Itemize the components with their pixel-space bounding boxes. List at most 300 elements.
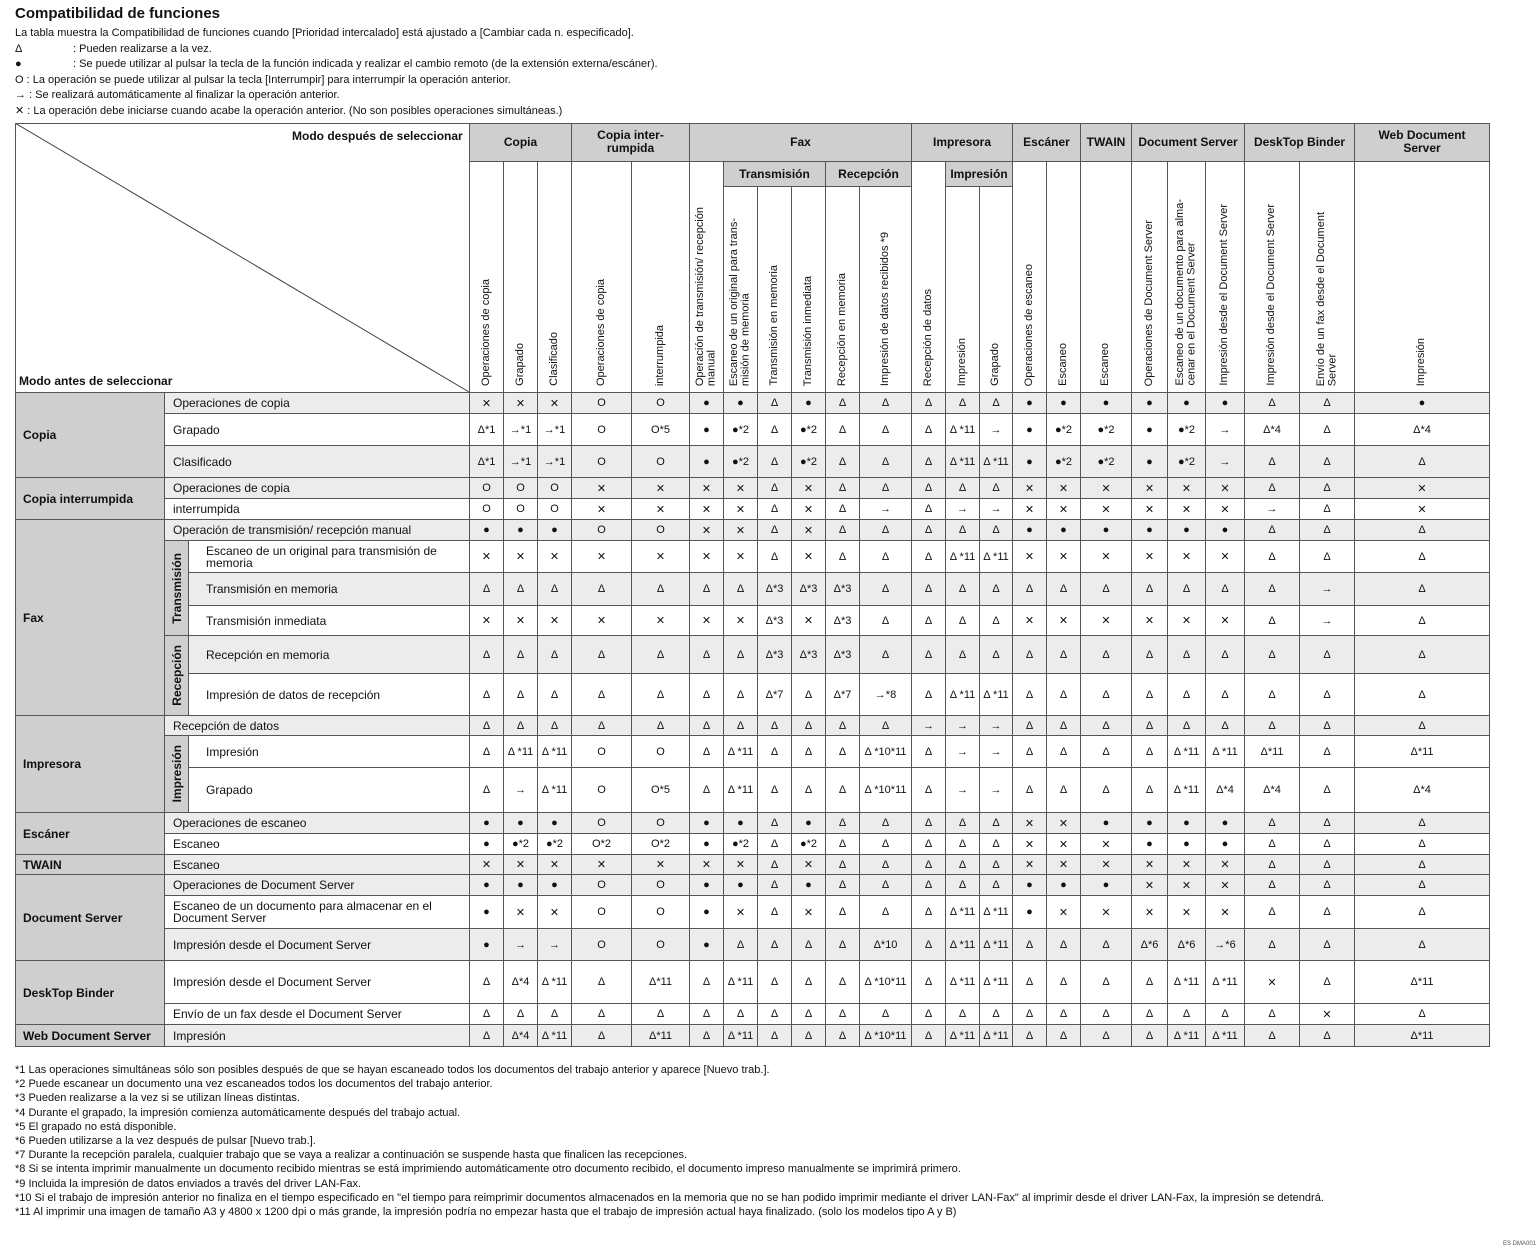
table-cell: ✕: [724, 499, 758, 520]
table-cell: ✕: [1132, 875, 1168, 896]
column-group-header: Escáner: [1013, 123, 1081, 162]
column-group-header: Document Server: [1132, 123, 1245, 162]
table-cell: Δ: [470, 636, 504, 674]
table-cell: Δ: [826, 834, 860, 855]
table-cell: ✕: [1206, 606, 1245, 636]
table-cell: ✕: [792, 520, 826, 541]
row-group-header: DeskTop Binder: [15, 961, 165, 1025]
table-cell: ✕: [632, 499, 690, 520]
table-cell: Δ *11: [980, 929, 1013, 961]
table-cell: →: [1300, 606, 1355, 636]
table-cell: Δ *11: [538, 1025, 572, 1047]
column-header-label: Impresión: [1415, 337, 1428, 386]
legend-row: ✕ : La operación debe iniciarse cuando acabe la operación anterior. (No son posibles operaciones simultáneas.): [15, 104, 563, 117]
table-cell: O: [632, 520, 690, 541]
table-cell: ●: [1013, 393, 1047, 414]
table-cell: Δ: [1245, 636, 1300, 674]
table-cell: ✕: [792, 606, 826, 636]
column-header-label: Operación de transmisión/ recepción manual: [694, 206, 718, 386]
table-cell: Δ *11: [946, 929, 980, 961]
table-cell: ✕: [1168, 896, 1206, 929]
table-cell: ●: [1081, 393, 1132, 414]
table-cell: Δ: [1013, 736, 1047, 768]
table-cell: Δ*3: [792, 573, 826, 606]
table-cell: Δ: [912, 636, 946, 674]
table-cell: ✕: [1132, 855, 1168, 875]
table-cell: Δ: [912, 606, 946, 636]
table-cell: Δ: [690, 1025, 724, 1047]
table-cell: ✕: [1081, 896, 1132, 929]
table-cell: ●: [1047, 875, 1081, 896]
table-cell: →: [946, 768, 980, 813]
table-cell: ✕: [572, 541, 632, 573]
table-cell: O: [632, 896, 690, 929]
column-header-label: Escaneo de un documento para alma- cenar en el Document Server: [1174, 199, 1198, 386]
table-cell: ✕: [1047, 606, 1081, 636]
table-cell: Δ: [792, 674, 826, 716]
table-cell: Δ: [912, 875, 946, 896]
table-cell: Δ: [470, 674, 504, 716]
table-cell: Δ: [826, 929, 860, 961]
table-cell: O: [572, 768, 632, 813]
row-label: Escaneo: [165, 855, 470, 875]
table-cell: Δ: [912, 499, 946, 520]
table-cell: Δ: [980, 875, 1013, 896]
table-cell: Δ: [538, 716, 572, 736]
table-cell: →: [860, 499, 912, 520]
table-cell: Δ: [1132, 1004, 1168, 1025]
table-cell: O: [572, 896, 632, 929]
column-header-label: Impresión desde el Document Server: [1218, 204, 1231, 386]
table-cell: Δ: [1013, 929, 1047, 961]
table-cell: Δ*4: [1245, 768, 1300, 813]
column-header-label: interrumpida: [653, 324, 666, 386]
column-subgroup-header: Recepción: [826, 162, 912, 187]
table-cell: Δ *10*11: [860, 961, 912, 1004]
table-cell: ●: [1206, 393, 1245, 414]
table-cell: Δ: [912, 478, 946, 499]
column-header: [860, 187, 912, 393]
table-cell: ●*2: [1047, 414, 1081, 446]
table-cell: →: [1245, 499, 1300, 520]
column-header-label: Clasificado: [547, 332, 560, 386]
table-cell: ✕: [690, 478, 724, 499]
table-cell: ✕: [1047, 813, 1081, 834]
table-cell: Δ: [792, 961, 826, 1004]
table-cell: Δ: [1300, 736, 1355, 768]
table-cell: ✕: [1206, 478, 1245, 499]
table-cell: ✕: [792, 855, 826, 875]
table-cell: O*5: [632, 414, 690, 446]
table-cell: ●*2: [724, 414, 758, 446]
table-cell: ●: [470, 834, 504, 855]
table-cell: Δ: [632, 573, 690, 606]
table-cell: ●: [1081, 813, 1132, 834]
table-cell: ●: [1132, 393, 1168, 414]
row-subgroup-label: Impresión: [169, 745, 184, 803]
table-cell: Δ: [1245, 1025, 1300, 1047]
corner-after-label: Modo después de seleccionar: [292, 129, 463, 143]
row-label: Envío de un fax desde el Document Server: [165, 1004, 470, 1025]
table-cell: Δ: [1355, 573, 1490, 606]
table-cell: Δ: [1047, 929, 1081, 961]
table-cell: ●: [690, 813, 724, 834]
column-header-label: Grapado: [513, 343, 526, 386]
table-cell: Δ: [860, 875, 912, 896]
table-cell: ●: [1132, 834, 1168, 855]
table-cell: ✕: [1047, 834, 1081, 855]
table-cell: Δ: [826, 736, 860, 768]
table-cell: Δ: [912, 1004, 946, 1025]
table-cell: O: [632, 446, 690, 478]
table-cell: O: [470, 478, 504, 499]
table-cell: →: [980, 414, 1013, 446]
table-cell: Δ: [826, 541, 860, 573]
table-cell: Δ: [946, 813, 980, 834]
table-cell: Δ: [980, 478, 1013, 499]
table-cell: O: [572, 414, 632, 446]
table-cell: O: [572, 393, 632, 414]
table-cell: Δ: [1300, 446, 1355, 478]
table-cell: Δ: [912, 573, 946, 606]
table-cell: Δ: [758, 520, 792, 541]
table-cell: Δ: [470, 961, 504, 1004]
table-cell: Δ *11: [946, 961, 980, 1004]
table-cell: Δ: [690, 768, 724, 813]
table-cell: Δ: [690, 1004, 724, 1025]
table-cell: ✕: [1013, 478, 1047, 499]
column-header-label: Escaneo de un original para trans- misión de memoria: [728, 217, 752, 386]
table-cell: Δ: [572, 1004, 632, 1025]
table-cell: Δ *11: [1206, 736, 1245, 768]
row-group-header: Copia interrumpida: [15, 478, 165, 520]
table-cell: Δ: [1047, 1025, 1081, 1047]
table-cell: O: [572, 929, 632, 961]
row-subgroup-header: [165, 636, 189, 716]
table-cell: ✕: [1047, 478, 1081, 499]
table-cell: Δ: [1013, 716, 1047, 736]
table-cell: Δ*7: [826, 674, 860, 716]
table-cell: Δ: [724, 674, 758, 716]
table-cell: ✕: [538, 393, 572, 414]
table-cell: Δ: [504, 716, 538, 736]
table-cell: ✕: [1168, 541, 1206, 573]
row-group-header: TWAIN: [15, 855, 165, 875]
table-cell: ✕: [1132, 606, 1168, 636]
table-cell: Δ: [860, 606, 912, 636]
table-cell: Δ *11: [724, 736, 758, 768]
table-cell: →*6: [1206, 929, 1245, 961]
table-cell: ✕: [1013, 834, 1047, 855]
table-cell: ✕: [1081, 606, 1132, 636]
table-cell: Δ: [826, 499, 860, 520]
table-cell: ✕: [1206, 541, 1245, 573]
row-group-header: Copia: [15, 393, 165, 478]
table-cell: Δ: [1300, 929, 1355, 961]
table-cell: Δ: [504, 1004, 538, 1025]
table-cell: ●*2: [1047, 446, 1081, 478]
table-cell: Δ: [572, 636, 632, 674]
table-cell: Δ: [980, 834, 1013, 855]
table-cell: Δ: [1013, 1004, 1047, 1025]
table-cell: Δ: [1047, 636, 1081, 674]
table-cell: Δ: [1245, 393, 1300, 414]
column-header: [724, 187, 758, 393]
table-cell: Δ: [946, 478, 980, 499]
table-cell: Δ: [690, 961, 724, 1004]
table-cell: ✕: [504, 393, 538, 414]
table-cell: Δ*11: [1245, 736, 1300, 768]
table-cell: ●: [1013, 446, 1047, 478]
table-cell: Δ: [758, 896, 792, 929]
table-cell: Δ: [724, 929, 758, 961]
table-cell: →: [538, 929, 572, 961]
table-cell: →*1: [538, 414, 572, 446]
table-cell: Δ: [912, 414, 946, 446]
table-cell: Δ: [724, 573, 758, 606]
table-cell: Δ: [1013, 636, 1047, 674]
table-cell: Δ: [1245, 446, 1300, 478]
table-cell: Δ: [1245, 606, 1300, 636]
footnote: *9 Incluida la impresión de datos enviados a través del driver LAN-Fax.: [15, 1177, 362, 1190]
legend-row: ● : Se puede utilizar al pulsar la tecla de la función indicada y realizar el cambio remoto (de la extensión externa/escáner).: [15, 57, 658, 73]
table-cell: Δ*6: [1168, 929, 1206, 961]
table-cell: →*1: [538, 446, 572, 478]
table-cell: Δ: [912, 855, 946, 875]
table-cell: ●*2: [724, 834, 758, 855]
table-cell: ✕: [572, 606, 632, 636]
table-cell: ●*2: [792, 414, 826, 446]
column-header-label: Impresión: [955, 337, 968, 386]
table-cell: Δ: [826, 768, 860, 813]
table-cell: →: [980, 716, 1013, 736]
table-cell: Δ: [758, 736, 792, 768]
table-cell: Δ: [1081, 636, 1132, 674]
table-cell: Δ: [1355, 716, 1490, 736]
table-cell: Δ: [758, 541, 792, 573]
column-header: [826, 187, 860, 393]
table-cell: →: [946, 716, 980, 736]
table-cell: Δ: [1245, 541, 1300, 573]
table-cell: Δ*3: [758, 606, 792, 636]
table-cell: Δ: [860, 636, 912, 674]
table-cell: Δ: [1081, 1025, 1132, 1047]
table-cell: O*5: [632, 768, 690, 813]
table-cell: Δ*4: [504, 1025, 538, 1047]
table-cell: Δ*11: [632, 961, 690, 1004]
table-cell: Δ: [826, 446, 860, 478]
table-cell: Δ: [826, 875, 860, 896]
table-cell: ●: [1355, 393, 1490, 414]
table-cell: ●: [792, 875, 826, 896]
table-cell: ✕: [690, 606, 724, 636]
table-cell: Δ*3: [826, 573, 860, 606]
table-cell: ●: [1013, 414, 1047, 446]
row-label: Impresión: [189, 736, 470, 768]
table-cell: ●: [1013, 875, 1047, 896]
table-cell: Δ: [1081, 674, 1132, 716]
table-cell: Δ: [980, 813, 1013, 834]
row-label: interrumpida: [165, 499, 470, 520]
table-cell: Δ: [1355, 929, 1490, 961]
table-cell: ●*2: [1081, 414, 1132, 446]
table-cell: Δ: [912, 1025, 946, 1047]
table-cell: ✕: [1300, 1004, 1355, 1025]
table-cell: Δ: [1168, 674, 1206, 716]
table-cell: Δ: [1300, 520, 1355, 541]
table-cell: Δ: [946, 636, 980, 674]
table-cell: ✕: [792, 896, 826, 929]
table-cell: Δ *11: [946, 446, 980, 478]
table-cell: Δ *10*11: [860, 736, 912, 768]
column-header: [504, 162, 538, 393]
table-cell: Δ: [724, 716, 758, 736]
footnote: *7 Durante la recepción paralela, cualquier trabajo que se vaya a realizar a continuación se suspende hasta que finalicen las recepciones.: [15, 1149, 688, 1162]
table-cell: ✕: [1013, 606, 1047, 636]
footnotes: [15, 1063, 1324, 1219]
table-cell: ✕: [690, 499, 724, 520]
table-cell: Δ: [470, 768, 504, 813]
table-cell: Δ *11: [946, 674, 980, 716]
row-label: Operación de transmisión/ recepción manual: [165, 520, 470, 541]
table-cell: Δ: [980, 520, 1013, 541]
table-cell: O: [572, 520, 632, 541]
table-cell: Δ: [912, 813, 946, 834]
column-group-header: DeskTop Binder: [1245, 123, 1355, 162]
table-cell: →: [980, 736, 1013, 768]
table-cell: Δ*11: [1355, 736, 1490, 768]
table-cell: Δ: [1013, 674, 1047, 716]
table-cell: Δ: [860, 414, 912, 446]
table-cell: O: [632, 393, 690, 414]
row-label: Operaciones de copia: [165, 478, 470, 499]
table-cell: Δ: [1132, 674, 1168, 716]
table-cell: Δ*3: [758, 636, 792, 674]
table-cell: ✕: [572, 478, 632, 499]
table-cell: ✕: [632, 541, 690, 573]
column-header: [1245, 162, 1300, 393]
table-cell: Δ: [1300, 716, 1355, 736]
column-header: [980, 187, 1013, 393]
table-cell: ✕: [538, 541, 572, 573]
table-cell: O: [538, 499, 572, 520]
footnote: *10 Si el trabajo de impresión anterior no finaliza en el tiempo especificado en "el tiempo para reimprimir documentos almacenados en la memoria que no se han podido imprimir mediante el driver LAN-Fax" al imprimir desde el driver LAN-Fax, la impresión se detendrá.: [15, 1191, 1324, 1204]
table-cell: ✕: [1013, 813, 1047, 834]
table-cell: O: [504, 499, 538, 520]
table-cell: Δ: [1355, 896, 1490, 929]
table-cell: ●: [1132, 414, 1168, 446]
table-cell: Δ: [1081, 573, 1132, 606]
table-cell: Δ: [1047, 573, 1081, 606]
column-header-label: Operaciones de copia: [594, 278, 607, 386]
table-cell: Δ: [1081, 768, 1132, 813]
table-cell: ✕: [1206, 499, 1245, 520]
column-subgroup-header: Impresión: [946, 162, 1013, 187]
table-cell: Δ: [826, 393, 860, 414]
table-cell: Δ: [1081, 736, 1132, 768]
table-cell: Δ: [860, 541, 912, 573]
footnote: *1 Las operaciones simultáneas sólo son posibles después de que se hayan escaneado todos los documentos del trabajo anterior y aparece [Nuevo trab.].: [15, 1064, 770, 1076]
table-cell: Δ: [1245, 520, 1300, 541]
row-label: Escaneo de un documento para almacenar en el Document Server: [165, 896, 470, 929]
table-cell: ●: [1081, 875, 1132, 896]
table-cell: ●: [538, 520, 572, 541]
table-cell: ✕: [792, 478, 826, 499]
table-cell: Δ: [826, 414, 860, 446]
table-cell: Δ: [912, 896, 946, 929]
table-cell: Δ: [1081, 1004, 1132, 1025]
table-cell: ✕: [470, 541, 504, 573]
table-cell: Δ *11: [946, 1025, 980, 1047]
table-cell: ✕: [1013, 541, 1047, 573]
table-cell: Δ: [690, 573, 724, 606]
table-cell: Δ: [572, 961, 632, 1004]
column-group-header: TWAIN: [1081, 123, 1132, 162]
table-cell: ✕: [1206, 875, 1245, 896]
table-cell: Δ: [538, 674, 572, 716]
row-label: Operaciones de copia: [165, 393, 470, 414]
table-cell: Δ *11: [724, 1025, 758, 1047]
table-cell: →: [912, 716, 946, 736]
table-cell: Δ: [980, 855, 1013, 875]
footnote: *5 El grapado no está disponible.: [15, 1120, 177, 1133]
table-cell: ✕: [538, 896, 572, 929]
table-cell: Δ: [758, 875, 792, 896]
table-cell: Δ *11: [946, 541, 980, 573]
table-cell: →: [946, 736, 980, 768]
table-cell: →: [1206, 446, 1245, 478]
table-cell: ●: [1132, 813, 1168, 834]
table-cell: ✕: [1132, 896, 1168, 929]
table-cell: Δ: [1206, 1004, 1245, 1025]
table-cell: Δ: [1300, 393, 1355, 414]
row-label: Escaneo de un original para transmisión de memoria: [189, 541, 470, 573]
column-header: [1300, 162, 1355, 393]
table-cell: Δ: [758, 716, 792, 736]
column-header: [1355, 162, 1490, 393]
table-cell: →: [1300, 573, 1355, 606]
table-cell: ●: [470, 520, 504, 541]
column-header-label: Operaciones de copia: [479, 278, 492, 386]
column-header: [470, 162, 504, 393]
table-cell: Δ: [1300, 834, 1355, 855]
table-cell: Δ: [1245, 478, 1300, 499]
row-label: Impresión desde el Document Server: [165, 961, 470, 1004]
column-group-header: Fax: [690, 123, 912, 162]
table-cell: Δ: [860, 573, 912, 606]
table-cell: Δ: [826, 1004, 860, 1025]
table-cell: Δ: [946, 855, 980, 875]
table-cell: Δ: [946, 520, 980, 541]
row-label: Transmisión inmediata: [189, 606, 470, 636]
table-cell: Δ: [792, 736, 826, 768]
table-cell: Δ*3: [758, 573, 792, 606]
table-cell: ✕: [504, 855, 538, 875]
table-cell: ✕: [724, 896, 758, 929]
table-cell: Δ: [1300, 674, 1355, 716]
table-cell: Δ *11: [980, 446, 1013, 478]
table-cell: ●: [690, 414, 724, 446]
table-cell: Δ*3: [792, 636, 826, 674]
table-cell: Δ: [1132, 716, 1168, 736]
table-cell: Δ *11: [1206, 1025, 1245, 1047]
footnote: *2 Puede escanear un documento una vez escaneados todos los documentos del trabajo anterior.: [15, 1078, 493, 1091]
triangle-icon: Δ: [15, 42, 23, 55]
table-cell: Δ *11: [980, 961, 1013, 1004]
table-cell: Δ: [826, 478, 860, 499]
table-cell: →*1: [504, 414, 538, 446]
table-cell: Δ: [980, 1004, 1013, 1025]
